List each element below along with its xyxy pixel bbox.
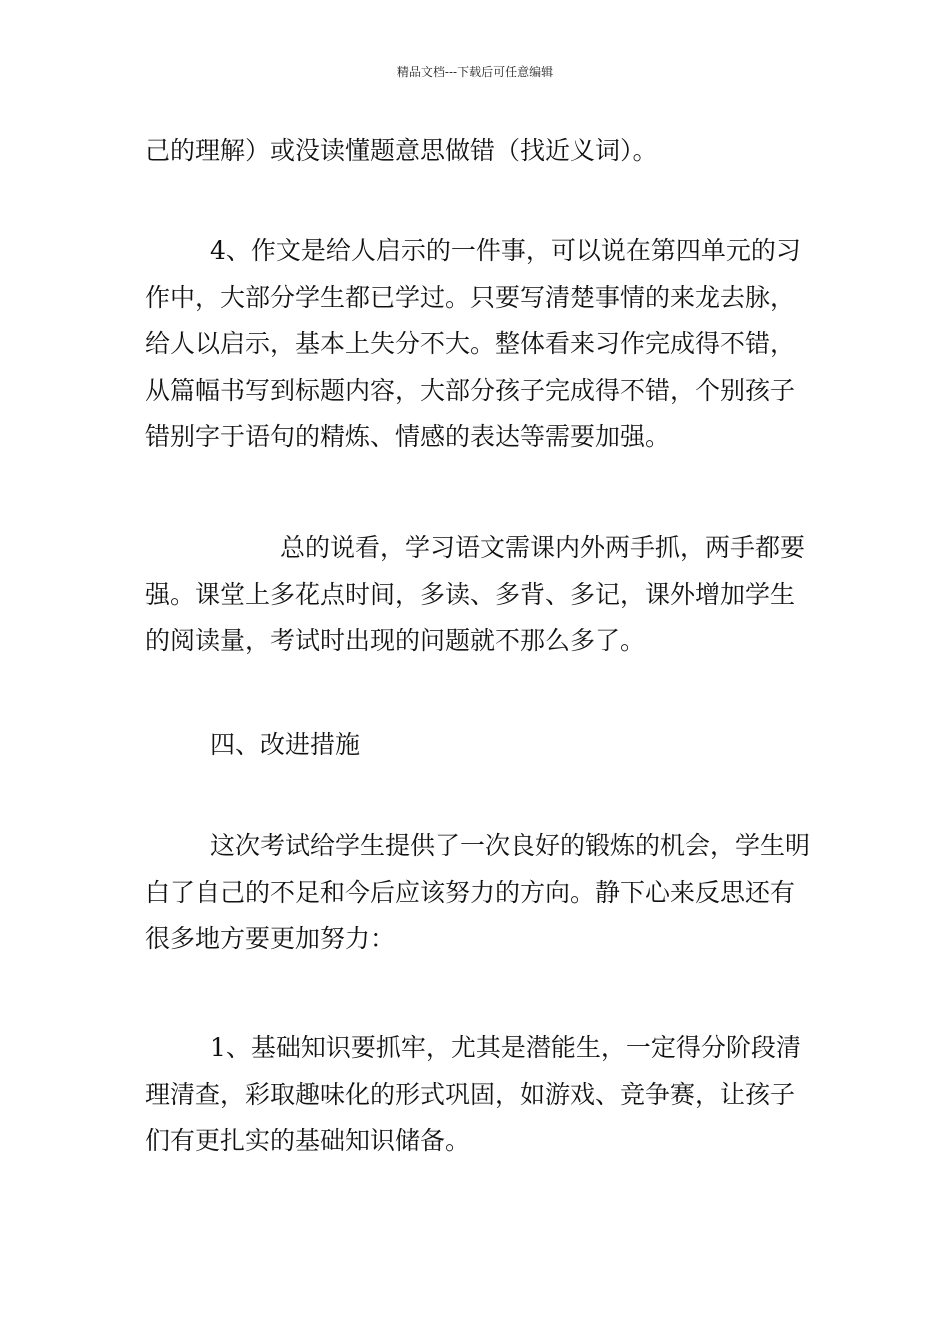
- paragraph-measure-1: 1、基础知识要抓牢，尤其是潜能生，一定得分阶段清理清查，彩取趣味化的形式巩固，如游戏、竞争赛，让孩子们有更扎实的基础知识储备。: [145, 1033, 801, 1155]
- paragraph-summary: 总的说看，学习语文需课内外两手抓，两手都要强。课堂上多花点时间，多读、多背、多记，课外增加学生的阅读量，考试时出现的问题就不那么多了。: [145, 533, 806, 655]
- page-header: 精品文档---下载后可任意编辑: [396, 65, 554, 79]
- paragraph-continuation: 己的理解）或没读懂题意思做错（找近义词）。: [145, 136, 658, 165]
- section-heading-improvements: 四、改进措施: [210, 730, 361, 759]
- paragraph-reflection: 这次考试给学生提供了一次良好的锻炼的机会，学生明白了自己的不足和今后应该努力的方向。静下心来反思还有很多地方要更加努力：: [145, 831, 811, 953]
- paragraph-composition: 4、作文是给人启示的一件事，可以说在第四单元的习作中，大部分学生都已学过。只要写清楚事情的来龙去脉，给人以启示，基本上失分不大。整体看来习作完成得不错，从篇幅书写到标题内容，大部分孩子完成得不错，个别孩子错别字于语句的精炼、情感的表达等需要加强。: [145, 236, 801, 451]
